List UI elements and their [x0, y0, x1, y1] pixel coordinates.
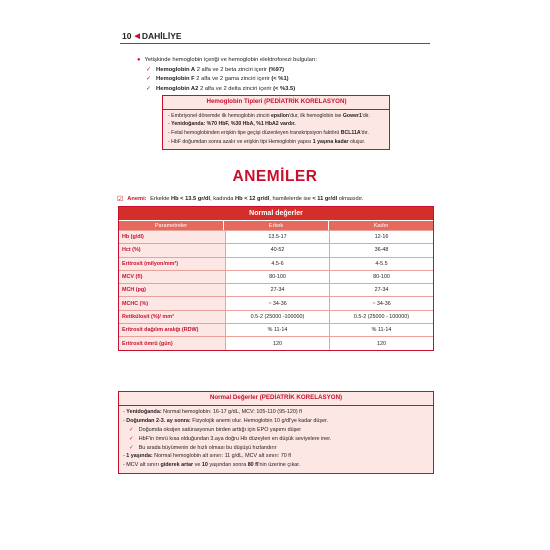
- normal-values-table: [118, 206, 434, 351]
- box-sub-row: ✓ Doğumda oksijen satürasyonun birden arttığı için EPO yapımı düşer: [129, 426, 302, 433]
- male-value-cell: 120: [225, 337, 329, 349]
- male-value-cell: 0.5-2 (25000 -100000): [225, 311, 329, 323]
- box-row: - 1 yaşında: Normal hemoglobin alt sınırı: 11 g/dL, MCV alt sınırı: 70 fl: [123, 453, 291, 460]
- table-row: [119, 296, 433, 309]
- female-value-cell: 80-100: [329, 271, 433, 283]
- check-icon: ✓: [146, 66, 152, 73]
- page-header: [122, 31, 182, 41]
- male-value-cell: 27-34: [225, 284, 329, 296]
- box-sub-row: ✓ Bu arada büyümenin de hızlı olması bu düşüşü hızlandırır: [129, 444, 277, 451]
- table-row: [119, 310, 433, 323]
- hb-desc: 2 alfa ve 2 gama zinciri içerir: [194, 76, 272, 82]
- table-row: [119, 270, 433, 283]
- chapter-title: DAHİLİYE: [141, 31, 182, 41]
- check-icon: ✓: [129, 435, 134, 442]
- hb-desc: 2 alfa ve 2 beta zinciri içerir: [195, 66, 269, 73]
- parameter-cell: Retikülosit (%)/ mm³: [119, 311, 225, 323]
- parameter-cell: Hb (g/dl): [119, 231, 225, 243]
- parameter-cell: Eritrosit dağılım aralığı (RDW): [119, 324, 225, 336]
- female-value-cell: ~ 34-36: [329, 297, 433, 309]
- box-row: - MCV alt sınırı giderek artar ve 10 yaşından sonra 80 fl'nin üzerine çıkar.: [123, 462, 301, 469]
- parameter-cell: Hct (%): [119, 244, 225, 256]
- parameter-cell: MCHC (%): [119, 297, 225, 309]
- header-divider: [120, 43, 430, 44]
- box-row: - Embriyonel dönemde ilk hemoglobin zinciri epsilon'dur, ilk hemoglobin ise Gower1'dir.: [168, 112, 370, 119]
- list-item: [146, 85, 437, 95]
- table-header: [119, 220, 433, 230]
- table-row: [119, 257, 433, 270]
- box-divider: [119, 405, 433, 406]
- hb-name: Hemoglobin A: [156, 66, 196, 73]
- table-row: [119, 283, 433, 296]
- hb-percent: (< %1): [271, 76, 289, 82]
- male-value-cell: % 11-14: [225, 324, 329, 336]
- male-value-cell: ~ 34-36: [225, 297, 329, 309]
- box-row: - Fetal hemoglobinden erişkin tipe geçişi düzenleyen transkripsiyon faktörü BCL11A'dır.: [168, 130, 369, 137]
- hemoglobin-list: [146, 66, 437, 95]
- parameter-cell: MCV (fl): [119, 271, 225, 283]
- box-divider: [163, 109, 389, 110]
- intro-line: [137, 56, 437, 66]
- male-value-cell: 40-52: [225, 244, 329, 256]
- page-number: 10: [122, 31, 132, 41]
- triangle-left-icon: ◀: [134, 33, 140, 40]
- hb-percent: (%97): [268, 66, 285, 73]
- hb-name: Hemoglobin F: [156, 76, 195, 82]
- column-header: Parametreler: [154, 223, 188, 229]
- hb-name: Hemoglobin A2: [156, 85, 199, 92]
- female-value-cell: 120: [329, 337, 433, 349]
- hb-desc: 2 alfa ve 2 delta zinciri içerir: [198, 85, 274, 92]
- female-value-cell: 4-5.5: [329, 258, 433, 270]
- box-row: - Yenidoğanda: %70 HbF, %30 HbA, %1 HbA2 vardır.: [168, 121, 296, 128]
- male-value-cell: 13.5-17: [225, 231, 329, 243]
- anemia-definition: [117, 195, 447, 203]
- female-value-cell: 27-34: [329, 284, 433, 296]
- table-row: [119, 230, 433, 243]
- hemoglobin-types-box: [162, 95, 390, 150]
- table-body: [119, 230, 433, 350]
- anemia-text: Erkekte Hb < 13.5 gr/dl, kadında Hb < 12 gr/dl, hamilelerde ise < 11 gr/dl olmasıdır.: [148, 196, 364, 202]
- male-value-cell: 4.5-6: [225, 258, 329, 270]
- parameter-cell: Eritrosit (milyon/mm³): [119, 258, 225, 270]
- pediatric-normal-values-box: [118, 391, 434, 474]
- intro-text: Yetişkinde hemoglobin içeriği ve hemoglobin elektroforezi bulguları:: [144, 57, 318, 63]
- parameter-cell: MCH (pg): [119, 284, 225, 296]
- female-value-cell: % 11-14: [329, 324, 433, 336]
- column-header: Kadın: [328, 221, 433, 230]
- list-item: [146, 75, 437, 85]
- table-row: [119, 323, 433, 336]
- check-icon: ✓: [129, 444, 134, 451]
- box-row: - HbF doğumdan sonra azalır ve erişkin tipi Hemoglobin yapısı 1 yaşına kadar oluşur.: [168, 138, 366, 145]
- female-value-cell: 36-48: [329, 244, 433, 256]
- male-value-cell: 80-100: [225, 271, 329, 283]
- box-sub-row: ✓ HbF'in ömrü kısa olduğundan 3.aya doğru Hb düzeyleri en düşük seviyelere iner.: [129, 435, 332, 442]
- anemia-label: Anemi:: [127, 196, 147, 202]
- female-value-cell: 0.5-2 (25000 - 100000): [329, 311, 433, 323]
- check-icon: ✓: [146, 76, 152, 82]
- box-row: - Doğumdan 2-3. ay sonra: Fizyolojik anemi olur. Hemoglobin 10 g/dl'ye kadar düşer.: [123, 417, 329, 424]
- parameter-cell: Eritrosit ömrü (gün): [119, 337, 225, 349]
- checkbox-icon: ☑: [117, 196, 124, 203]
- check-icon: ✓: [146, 85, 152, 92]
- intro-section: [137, 56, 437, 94]
- box-title: Hemoglobin Tipleri (PEDİATRİK KORELASYON): [206, 98, 347, 105]
- check-icon: ✓: [129, 426, 134, 433]
- bullet-icon: ●: [137, 57, 141, 63]
- table-title: Normal değerler: [119, 207, 433, 220]
- box-title: Normal Değerler (PEDİATRİK KORELASYON): [209, 394, 343, 401]
- table-row: [119, 336, 433, 349]
- section-title: ANEMİLER: [232, 168, 318, 185]
- hb-percent: (< %3.5): [273, 85, 296, 92]
- list-item: [146, 66, 437, 76]
- table-row: [119, 243, 433, 256]
- female-value-cell: 12-16: [329, 231, 433, 243]
- column-header: Erkek: [223, 221, 328, 230]
- box-row: - Yenidoğanda: Normal hemoglobin: 16-17 g/dL, MCV: 105-110 (95-120) fl: [123, 408, 302, 415]
